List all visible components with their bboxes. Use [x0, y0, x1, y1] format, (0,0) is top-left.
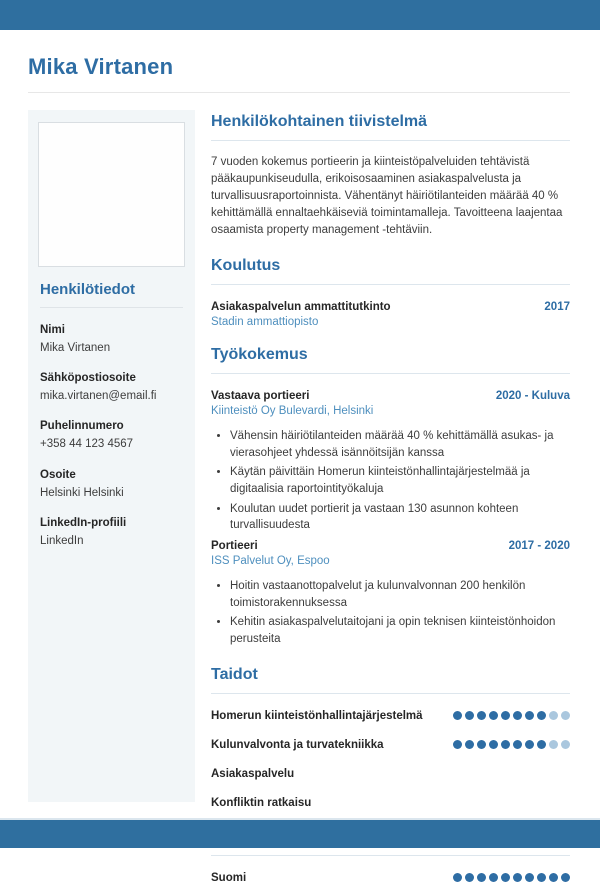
section-summary	[211, 113, 570, 239]
skill-row	[211, 767, 570, 781]
job-title: Portieeri	[211, 540, 258, 553]
skill-row	[211, 709, 570, 723]
language-label: Suomi	[211, 871, 247, 884]
profile-photo-placeholder	[38, 122, 185, 267]
dot-filled	[513, 873, 522, 882]
job-date: 2020 - Kuluva	[495, 390, 570, 403]
experience-heading: Työkokemus	[211, 346, 570, 374]
section-experience	[211, 346, 570, 648]
dot-filled	[453, 740, 462, 749]
field-value: LinkedIn	[40, 534, 84, 547]
two-column-layout	[28, 110, 570, 891]
skill-label: Asiakaspalvelu	[211, 767, 295, 780]
bullet-item: • Hoitin vastaanottopalvelut ja kulunvalvonnan 200 henkilön toimistorakennuksessa	[230, 578, 570, 611]
field-label: Puhelinnumero	[40, 420, 124, 433]
page-title: Mika Virtanen	[28, 54, 174, 79]
job-bullets	[211, 578, 570, 648]
field-value: Helsinki Helsinki	[40, 486, 124, 499]
dot-filled	[477, 873, 486, 882]
dot-filled	[537, 711, 546, 720]
field-email	[28, 370, 195, 404]
company-link[interactable]: Kiinteistö Oy Bulevardi, Helsinki	[211, 405, 374, 418]
skills-heading: Taidot	[211, 666, 570, 694]
bullet-item: • Käytän päivittäin Homerun kiinteistönhallintajärjestelmää ja digitaalisia raportointityökaluja	[230, 464, 570, 497]
field-linkedin	[28, 515, 195, 549]
dot-filled	[513, 711, 522, 720]
experience-entry	[211, 390, 570, 534]
section-education	[211, 257, 570, 328]
dot-empty	[561, 740, 570, 749]
skill-row	[211, 796, 570, 810]
sidebar-divider	[40, 307, 183, 308]
dot-filled	[453, 711, 462, 720]
dot-filled	[501, 740, 510, 749]
sidebar-heading: Henkilötiedot	[40, 281, 136, 298]
summary-heading: Henkilökohtainen tiivistelmä	[211, 113, 570, 141]
dot-filled	[537, 740, 546, 749]
bottom-accent-bar	[0, 818, 600, 848]
field-address	[28, 467, 195, 501]
institution-link[interactable]: Stadin ammattiopisto	[211, 316, 319, 329]
dot-filled	[477, 740, 486, 749]
education-heading: Koulutus	[211, 257, 570, 285]
dot-empty	[549, 711, 558, 720]
dot-empty	[561, 711, 570, 720]
job-bullets	[211, 428, 570, 534]
entry-header	[211, 390, 570, 402]
dot-filled	[501, 873, 510, 882]
bullet-item: • Koulutan uudet portierit ja vastaan 130 asunnon kohteen turvallisuudesta	[230, 501, 570, 534]
resume-content	[0, 30, 600, 891]
job-title: Vastaava portieeri	[211, 390, 310, 403]
field-value: +358 44 123 4567	[40, 438, 134, 451]
skill-label: Kulunvalvonta ja turvatekniikka	[211, 738, 384, 751]
field-label: Osoite	[40, 468, 76, 481]
skill-label: Konfliktin ratkaisu	[211, 796, 312, 809]
summary-text: 7 vuoden kokemus portieerin ja kiinteistöpalveluiden tehtävistä pääkaupunkiseudulla, erikoisosaaminen asiakaspalvelusta ja turvallisuusraportoinnista. Vähentänyt häiriötilanteiden määrää 40 % kehittämällä ennaltaehkäiseviä toimintamalleja. Tavoitteena laajentaa osaamista property management -tehtäviin.	[211, 156, 563, 237]
job-date: 2017 - 2020	[508, 540, 570, 553]
field-phone	[28, 418, 195, 452]
dot-filled	[537, 873, 546, 882]
dot-filled	[465, 711, 474, 720]
dot-filled	[453, 873, 462, 882]
section-skills	[211, 666, 570, 810]
dot-filled	[465, 873, 474, 882]
entry-header	[211, 301, 570, 313]
skill-rating-dots	[453, 711, 570, 720]
bullet-item: • Vähensin häiriötilanteiden määrää 40 % kehittämällä asukas- ja vierasohjeet yhdessä isännöitsijän kanssa	[230, 428, 570, 461]
dot-filled	[489, 711, 498, 720]
dot-filled	[525, 873, 534, 882]
degree-date: 2017	[544, 301, 570, 314]
sidebar	[28, 110, 195, 802]
education-entry	[211, 301, 570, 328]
dot-filled	[549, 873, 558, 882]
field-label: Nimi	[40, 324, 65, 336]
dot-filled	[489, 873, 498, 882]
dot-filled	[513, 740, 522, 749]
dot-filled	[465, 740, 474, 749]
field-label: Sähköpostiosoite	[40, 372, 136, 385]
dot-empty	[549, 740, 558, 749]
skill-label: Homerun kiinteistönhallintajärjestelmä	[211, 709, 423, 722]
dot-filled	[489, 740, 498, 749]
experience-entry	[211, 540, 570, 648]
field-name	[28, 322, 195, 356]
bullet-item: • Kehitin asiakaspalvelutaitojani ja opin teknisen kiinteistönhoidon perusteita	[230, 614, 570, 647]
field-value: mika.virtanen@email.fi	[40, 390, 157, 403]
dot-filled	[561, 873, 570, 882]
field-value: Mika Virtanen	[40, 342, 111, 355]
dot-filled	[477, 711, 486, 720]
dot-filled	[525, 740, 534, 749]
title-divider	[28, 92, 570, 93]
skill-row	[211, 738, 570, 752]
main-column	[195, 110, 570, 891]
company-link[interactable]: ISS Palvelut Oy, Espoo	[211, 555, 330, 568]
skill-rating-dots	[453, 740, 570, 749]
language-row	[211, 871, 570, 885]
dot-filled	[501, 711, 510, 720]
language-rating-dots	[453, 873, 570, 882]
top-accent-bar	[0, 0, 600, 30]
field-label: LinkedIn-profiili	[40, 516, 127, 529]
degree-title: Asiakaspalvelun ammattitutkinto	[211, 301, 391, 314]
entry-header	[211, 540, 570, 552]
dot-filled	[525, 711, 534, 720]
